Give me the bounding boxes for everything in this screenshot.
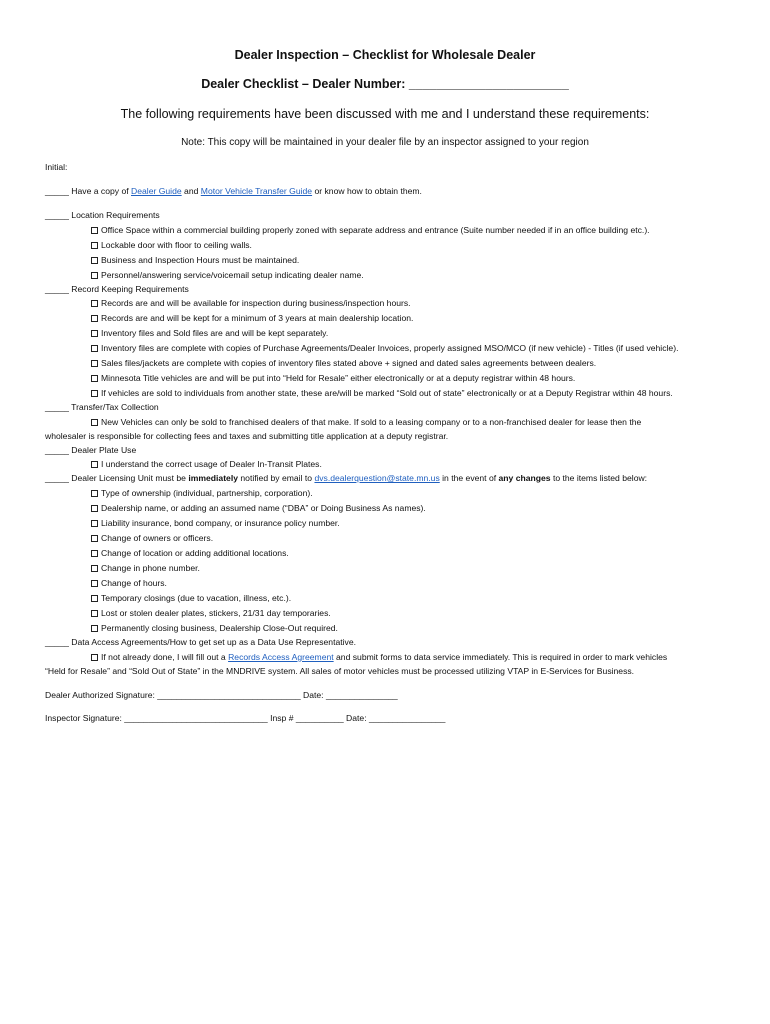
checklist-item-text: Records are and will be available for inspection during business/inspection hours. <box>101 298 411 308</box>
initial-blank: _____ <box>45 186 69 196</box>
checklist-item <box>91 503 426 514</box>
checklist-item <box>91 593 291 604</box>
document-title: Dealer Inspection – Checklist for Wholesale Dealer <box>234 48 536 62</box>
checkbox[interactable] <box>91 461 98 468</box>
checklist-item <box>91 255 299 266</box>
initial-blank: _____ <box>45 210 69 220</box>
checklist-item <box>91 533 213 544</box>
location-heading-row <box>45 210 160 221</box>
transfer-item-continued: wholesaler is responsible for collecting fees and taxes and submitting title application at a deputy registrar. <box>45 431 449 441</box>
checklist-item <box>91 298 411 309</box>
dealer-email-link[interactable]: dvs.dealerquestion@state.mn.us <box>314 473 440 483</box>
dealer-guide-link[interactable]: Dealer Guide <box>131 186 182 196</box>
checkbox[interactable] <box>91 610 98 617</box>
licensing-text-mid: notified by email to <box>238 473 315 483</box>
checklist-item <box>91 240 252 251</box>
licensing-emphasis-any-changes: any changes <box>498 473 551 483</box>
guide-row <box>45 186 422 197</box>
records-heading-row <box>45 284 189 295</box>
checklist-item-text: Change of hours. <box>101 578 167 588</box>
guide-text-post: or know how to obtain them. <box>312 186 422 196</box>
checklist-item-text: Liability insurance, bond company, or insurance policy number. <box>101 518 340 528</box>
dealer-signature-line[interactable]: Dealer Authorized Signature: ______________________________ Date: _______________ <box>45 690 398 700</box>
checklist-item <box>91 343 678 354</box>
checklist-item-text: Inventory files and Sold files are and will be kept separately. <box>101 328 329 338</box>
transfer-heading-row <box>45 402 159 413</box>
checkbox[interactable] <box>91 580 98 587</box>
checkbox[interactable] <box>91 227 98 234</box>
checklist-item-text: Dealership name, or adding an assumed name (“DBA” or Doing Business As names). <box>101 503 426 513</box>
checkbox[interactable] <box>91 565 98 572</box>
checklist-item-text: Personnel/answering service/voicemail setup indicating dealer name. <box>101 270 364 280</box>
data-access-heading: Data Access Agreements/How to get set up as a Data Use Representative. <box>71 637 356 647</box>
initial-blank: _____ <box>45 637 69 647</box>
checklist-item-text: Lockable door with floor to ceiling walls. <box>101 240 252 250</box>
note-text: Note: This copy will be maintained in your dealer file by an inspector assigned to your region <box>181 137 589 148</box>
checkbox[interactable] <box>91 550 98 557</box>
checklist-item <box>91 270 364 281</box>
checklist-item-text: Type of ownership (individual, partnership, corporation). <box>101 488 313 498</box>
checklist-item-text: New Vehicles can only be sold to franchised dealers of that make. If sold to a leasing company or to a non-franchised dealer for lease then the <box>101 417 642 427</box>
initial-blank: _____ <box>45 402 69 412</box>
checklist-item <box>91 518 340 529</box>
checkbox[interactable] <box>91 257 98 264</box>
checklist-item <box>91 388 673 399</box>
checklist-item-text: If vehicles are sold to individuals from another state, these are/will be marked “Sold out of state” electronically or at a Deputy Registrar within 48 hours. <box>101 388 673 398</box>
checklist-item <box>91 328 328 339</box>
licensing-text-post: to the items listed below: <box>550 473 648 483</box>
checkbox[interactable] <box>91 375 98 382</box>
checkbox[interactable] <box>91 272 98 279</box>
data-access-continued: “Held for Resale” and “Sold Out of State” in the MNDRIVE system. All sales of motor vehicles must be processed utilizing VTAP in E-Services for Business. <box>45 666 635 676</box>
checklist-item <box>91 358 596 369</box>
initial-blank: _____ <box>45 284 69 294</box>
checkbox[interactable] <box>91 345 98 352</box>
licensing-text-pre: Dealer Licensing Unit must be <box>71 473 189 483</box>
checklist-item-text: Records are and will be kept for a minimum of 3 years at main dealership location. <box>101 313 414 323</box>
checklist-item <box>91 608 331 619</box>
checklist-item <box>91 417 641 428</box>
checklist-item <box>91 225 650 236</box>
checklist-item-text: Temporary closings (due to vacation, illness, etc.). <box>101 593 292 603</box>
checkbox[interactable] <box>91 315 98 322</box>
document-subtitle: Dealer Checklist – Dealer Number: _______________________ <box>201 77 569 91</box>
checklist-item-text: I understand the correct usage of Dealer In-Transit Plates. <box>101 459 322 469</box>
checklist-item-text: Business and Inspection Hours must be maintained. <box>101 255 300 265</box>
checklist-item-text: Lost or stolen dealer plates, stickers, 21/31 day temporaries. <box>101 608 331 618</box>
initial-label: Initial: <box>45 162 68 172</box>
checkbox[interactable] <box>91 625 98 632</box>
initial-blank: _____ <box>45 473 69 483</box>
checklist-item <box>91 623 338 634</box>
plate-heading: Dealer Plate Use <box>71 445 137 455</box>
checkbox[interactable] <box>91 390 98 397</box>
transfer-heading: Transfer/Tax Collection <box>71 402 159 412</box>
checkbox[interactable] <box>91 595 98 602</box>
checkbox[interactable] <box>91 419 98 426</box>
licensing-text-mid2: in the event of <box>439 473 499 483</box>
initial-blank: _____ <box>45 445 69 455</box>
checklist-item-text: Change in phone number. <box>101 563 200 573</box>
checklist-item <box>91 313 413 324</box>
licensing-emphasis-immediately: immediately <box>188 473 239 483</box>
guide-text-mid: and <box>181 186 201 196</box>
licensing-heading-row <box>45 473 647 484</box>
checklist-item <box>91 548 289 559</box>
inspector-signature-line[interactable]: Inspector Signature: ______________________________ Insp # __________ Date: ________________ <box>45 713 446 723</box>
transfer-guide-link[interactable]: Motor Vehicle Transfer Guide <box>200 186 313 196</box>
checkbox[interactable] <box>91 330 98 337</box>
data-access-text-pre: If not already done, I will fill out a <box>101 652 229 662</box>
checkbox[interactable] <box>91 300 98 307</box>
location-heading: Location Requirements <box>71 210 160 220</box>
checkbox[interactable] <box>91 535 98 542</box>
statement-text: The following requirements have been discussed with me and I understand these requirements: <box>120 107 650 121</box>
checklist-item-text: Minnesota Title vehicles are and will be put into “Held for Resale” either electronically or at a deputy registrar within 48 hours. <box>101 373 576 383</box>
checkbox[interactable] <box>91 520 98 527</box>
checklist-item <box>91 578 167 589</box>
checklist-item <box>91 373 575 384</box>
checkbox[interactable] <box>91 490 98 497</box>
checkbox[interactable] <box>91 242 98 249</box>
records-heading: Record Keeping Requirements <box>71 284 189 294</box>
checklist-item-text: Sales files/jackets are complete with copies of inventory files stated above + signed and dated sales agreements between dealers. <box>101 358 597 368</box>
data-access-heading-row <box>45 637 356 648</box>
checklist-item <box>91 563 200 574</box>
data-access-text-post: and submit forms to data service immediately. This is required in order to mark vehicles <box>333 652 668 662</box>
checklist-item-text: Inventory files are complete with copies of Purchase Agreements/Dealer Invoices, properly assigned MSO/MCO (if new vehicle) - Titles (if used vehicle). <box>101 343 679 353</box>
checklist-item <box>91 652 667 663</box>
checklist-item-text: Office Space within a commercial building properly zoned with separate address and entrance (Suite number needed if in an office building etc.). <box>101 225 650 235</box>
records-access-agreement-link[interactable]: Records Access Agreement <box>228 652 334 662</box>
guide-text-pre: Have a copy of <box>71 186 132 196</box>
checkbox[interactable] <box>91 505 98 512</box>
checklist-item <box>91 488 313 499</box>
plate-heading-row <box>45 445 136 456</box>
checklist-item-text: Permanently closing business, Dealership Close-Out required. <box>101 623 338 633</box>
checklist-item-text: Change of location or adding additional locations. <box>101 548 289 558</box>
checkbox[interactable] <box>91 654 98 661</box>
checklist-item-text: Change of owners or officers. <box>101 533 214 543</box>
checkbox[interactable] <box>91 360 98 367</box>
checklist-item <box>91 459 322 470</box>
